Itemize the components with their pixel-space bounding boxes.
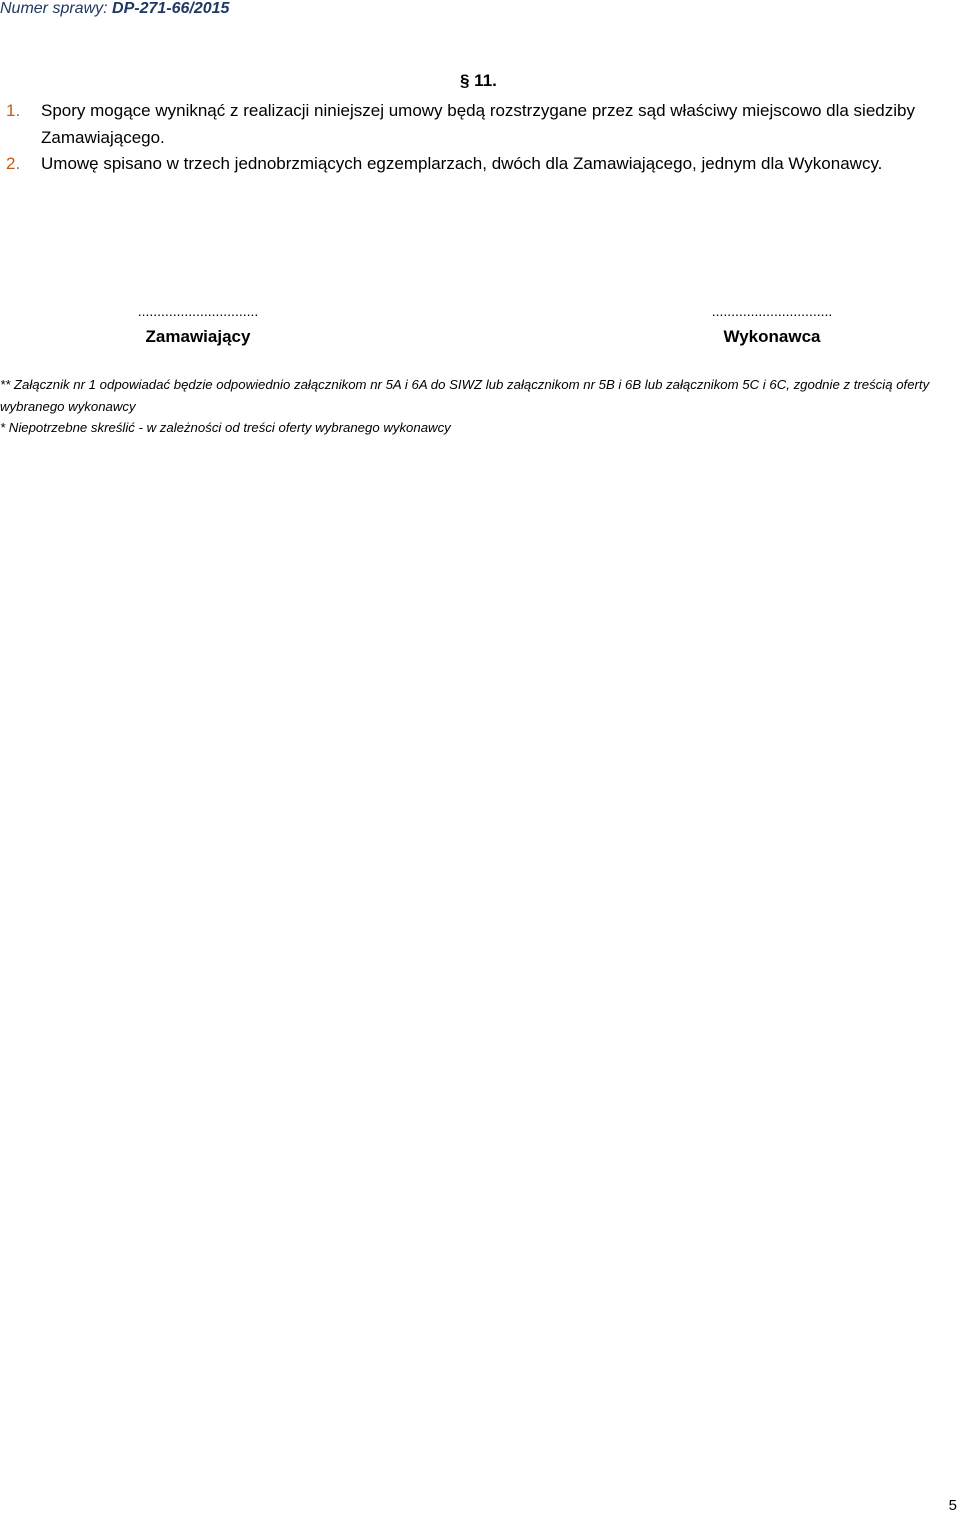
signature-block-contractor [688,303,856,347]
case-number-value: DP-271-66/2015 [112,0,230,17]
page-number: 5 [948,1497,957,1514]
case-number-label: Numer sprawy: [0,0,113,17]
clause-text: Spory mogące wyniknąć z realizacji niniejszej umowy będą rozstrzygane przez sąd właściwy miejscowo dla siedziby Zamawiającego. [41,101,915,147]
clause-2 [0,150,960,177]
signature-role: Zamawiający [145,327,251,346]
footnotes [0,374,960,439]
signature-role: Wykonawca [723,327,821,346]
signature-block-orderer [118,303,278,347]
signature-line: ............................... [137,303,259,319]
clause-number: 1. [6,101,21,120]
footnote-attachment: ** Załącznik nr 1 odpowiadać będzie odpowiednio załącznikom nr 5A i 6A do SIWZ lub załącznikom nr 5B i 6B lub załącznikom 5C i 6C, zgodnie z treścią oferty wybranego wykonawcy [0,377,930,414]
clause-1 [0,97,960,151]
clause-text: Umowę spisano w trzech jednobrzmiących egzemplarzach, dwóch dla Zamawiającego, jednym dla Wykonawcy. [41,154,883,173]
clause-number: 2. [6,154,21,173]
section-title: § 11. [460,71,497,90]
footnote-strike: * Niepotrzebne skreślić - w zależności od treści oferty wybranego wykonawcy [0,420,451,435]
case-number-header [0,0,229,18]
signature-line: ............................... [711,303,833,319]
